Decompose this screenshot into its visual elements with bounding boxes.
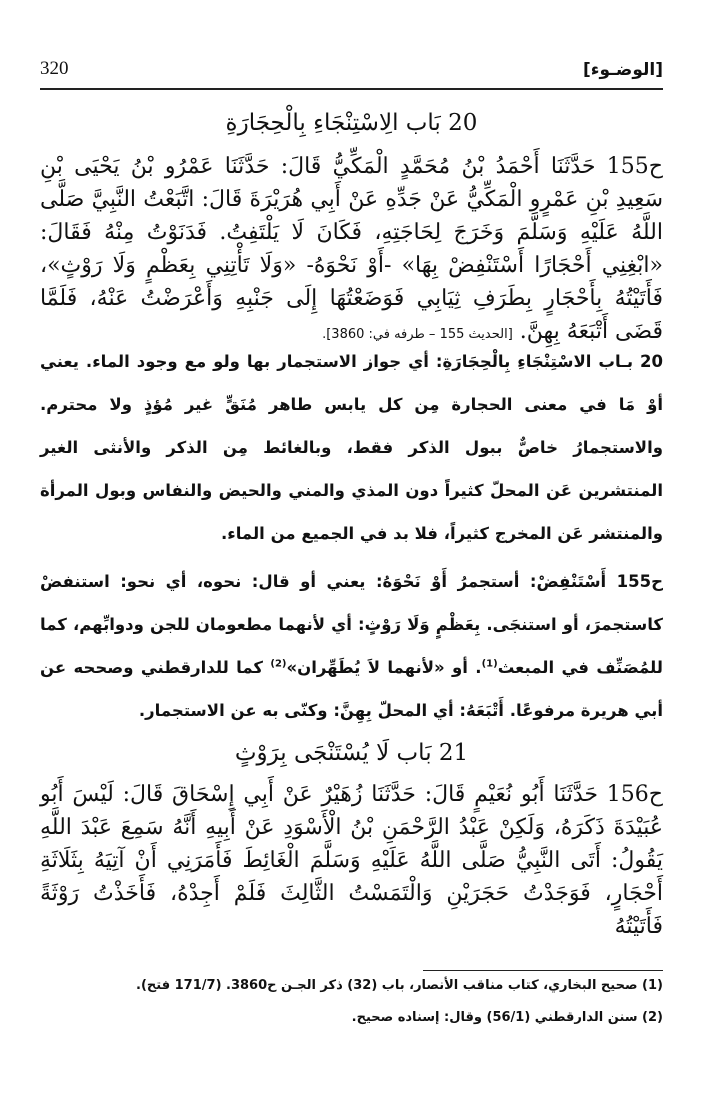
- footnote-1: (1) صحيح البخاري، كتاب مناقب الأنصار، باب (32) ذكر الجـن ح3860. (171/7 فتح).: [136, 978, 663, 993]
- commentary-155-f: أي المحلّ: [377, 701, 454, 720]
- commentary-hadith-155: [40, 560, 663, 732]
- commentary-155-kw3: بِعَظْمٍ وَلَا رَوْثٍ:: [358, 615, 481, 634]
- commentary-155-a: أستجمرُ: [457, 572, 520, 591]
- commentary-155-kw2: أَوْ نَحْوَهُ:: [375, 572, 448, 591]
- hadith-156: [40, 778, 663, 943]
- footnote-divider: [423, 970, 663, 971]
- commentary-155-e: كما للدارقطني وصححه عن أبي هريرة مرفوعًا.: [40, 658, 663, 720]
- running-title: [الوضـوء]: [583, 60, 663, 80]
- chapter-20-heading: 20 بَاب الِاسْتِنْجَاءِ بِالْحِجَارَةِ: [225, 110, 478, 136]
- commentary-20-lead: 20 بـاب الاسْتِنْجَاءِ بِالْحِجَارَةِ:: [435, 352, 663, 371]
- footnote-2: (2) سنن الدارقطني (56/1) وقال: إسناده صحيح.: [351, 1010, 663, 1025]
- commentary-155-g: وكنّى به عن الاستجمار.: [138, 701, 328, 720]
- commentary-155-kw4: أَتْبَعَهُ:: [459, 701, 504, 720]
- footnote-1-marker[interactable]: (1): [481, 658, 498, 670]
- page-header: [40, 58, 663, 90]
- page-number: 320: [40, 58, 69, 79]
- commentary-155-kw5: بِهِنَّ:: [333, 701, 372, 720]
- hadith-155-text: ح155 حَدَّثَنَا أَحْمَدُ بْنُ مُحَمَّدٍ الْمَكِّيُّ قَالَ: حَدَّثَنَا عَمْرُو بْنُ يَحْيَى بْنِ سَعِيدِ بْنِ عَمْرٍو الْمَكِّيُّ عَنْ جَدِّهِ عَنْ أَبِي هُرَيْرَةَ قَالَ: اتَّبَعْتُ النَّبِيَّ صَلَّى اللَّهُ عَلَيْهِ وَسَلَّمَ وَخَرَجَ لِحَاجَتِهِ، فَكَانَ لَا يَلْتَفِتُ. فَدَنَوْتُ مِنْهُ فَقَالَ: «ابْغِنِي أَحْجَارًا أَسْتَنْفِضْ بِهَا» -أَوْ نَحْوَهُ- «وَلَا تَأْتِنِي بِعَظْمٍ وَلَا رَوْثٍ»، فَأَتَيْتُهُ بِأَحْجَارٍ بِطَرَفِ ثِيَابِي فَوَضَعْتُهَا إِلَى جَنْبِهِ وَأَعْرَضْتُ عَنْهُ، فَلَمَّا قَضَى أَتْبَعَهُ بِهِنَّ.: [40, 154, 663, 344]
- hadith-156-text: ح156 حَدَّثَنَا أَبُو نُعَيْمٍ قَالَ: حَدَّثَنَا زُهَيْرٌ عَنْ أَبِي إِسْحَاقَ قَالَ: لَيْسَ أَبُو عُبَيْدَةَ ذَكَرَهُ، وَلَكِنْ عَبْدُ الرَّحْمَنِ بْنُ الْأَسْوَدِ عَنْ أَبِيهِ أَنَّهُ سَمِعَ عَبْدَ اللَّهِ يَقُولُ: أَتَى النَّبِيُّ صَلَّى اللَّهُ عَلَيْهِ وَسَلَّمَ الْغَائِطَ فَأَمَرَنِي أَنْ آتِيَهُ بِثَلَاثَةِ أَحْجَارٍ، فَوَجَدْتُ حَجَرَيْنِ وَالْتَمَسْتُ الثَّالِثَ فَلَمْ أَجِدْهُ، فَأَخَذْتُ رَوْثَةً فَأَتَيْتُهُ: [40, 782, 663, 939]
- commentary-20-text: أي جواز الاستجمار بها ولو مع وجود الماء. يعني أوْ مَا في معنى الحجارة مِن كل يابس طاهر مُنَقٍّ غير مُؤذٍ ولا محترم. والاستجمارُ خاصٌّ ببول الذكر فقط، وبالغائط مِن الذكر والأنثى الغير المنتشرين عَن المحلّ كثيراً دون المذي والمني والحيض والنفاس وبول المرأة والمنتشر عَن المخرج كثيراً، فلا بد في الجميع من الماء.: [40, 352, 663, 543]
- footnote-2-marker[interactable]: (2): [270, 658, 287, 670]
- commentary-chapter-20: [40, 340, 663, 555]
- commentary-155-d: . أو «لأنهما لاَ يُطَهِّران»: [286, 658, 482, 677]
- commentary-155-b: يعني أو قال: نحوه، أي نحو: استنفضْ كاستجمرَ، أو استنجَى.: [40, 572, 663, 634]
- commentary-155-lead: ح155 أَسْتَنْفِضْ:: [529, 572, 664, 591]
- hadith-155: [40, 150, 663, 351]
- hadith-155-reference: [الحديث 155 – طرفه في: 3860].: [322, 327, 513, 342]
- commentary-155-c: أي لأنهما مطعومان للجن ودوابِّهم، كما للمُصَنِّف في المبعث: [40, 615, 663, 677]
- chapter-21-heading: 21 بَاب لَا يُسْتَنْجَى بِرَوْثٍ: [234, 740, 469, 766]
